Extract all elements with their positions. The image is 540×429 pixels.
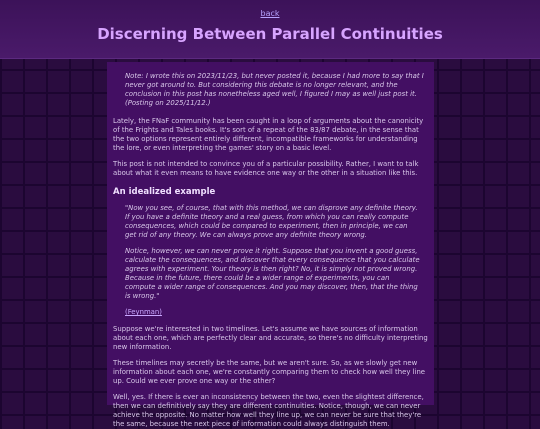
citation-link[interactable]: (Feynman) xyxy=(125,308,162,316)
intro-paragraph: This post is not intended to convince you of a particular possibility. Rather, I want to talk about what it even means to have evidence one way or the other in a situation like this. xyxy=(113,160,419,177)
quote-paragraph: "Now you see, of course, that with this method, we can disprove any definite theory. If you have a definite theory and a real guess, from which you can really compute consequences, which could be compared to experiment, then in principle, we can get rid of any theory. We can always prove any definite theory wrong. xyxy=(125,204,418,239)
body-paragraph: Suppose we're interested in two timelines. Let's assume we have sources of information about each one, which are perfectly clear and accurate, so there's no difficulty interpreting new information. xyxy=(113,325,428,351)
back-link[interactable]: back xyxy=(260,9,280,18)
intro-paragraph: Lately, the FNaF community has been caught in a loop of arguments about the canonicity of the Frights and Tales books. It's sort of a repeat of the 83/87 debate, in the sense that the two options represent entirely different, incompatible frameworks for understanding the lore, or even interpreting the games' story on a basic level. xyxy=(113,117,424,152)
feynman-quote xyxy=(113,204,428,301)
quote-paragraph: Notice, however, we can never prove it right. Suppose that you invent a good guess, calculate the consequences, and discover that every consequence that you calculate agrees with experiment. Your theory is then right? No, it is simply not proved wrong. Because in the future, there could be a wider range of experiments, you can compute a wider range of consequences. And you may discover, then, that the thing is wrong." xyxy=(125,247,420,300)
page-title: Discerning Between Parallel Continuities xyxy=(97,25,443,43)
body-paragraph: These timelines may secretly be the same, but we aren't sure. So, as we slowly get new information about each one, we're constantly comparing them to check how well they line up. Could we ever prove one way or the other? xyxy=(113,359,426,385)
article-body xyxy=(107,62,434,428)
author-note: Note: I wrote this on 2023/11/23, but never posted it, because I had more to say that I never got around to. But considering this debate is no longer relevant, and the conclusion in this post has nonetheless aged well, I figured I may as well just post it. (Posting on 2025/11/12.) xyxy=(125,72,424,107)
body-paragraph: Well, yes. If there is ever an inconsistency between the two, even the slightest difference, then we can definitively say they are different continuities. Notice, though, we can never achieve the opposite. No matter how well they line up, we can never be sure that they're the same, because the next piece of information could always distinguish them. xyxy=(113,393,424,428)
page-header xyxy=(0,0,540,59)
section-heading: An idealized example xyxy=(113,187,216,197)
